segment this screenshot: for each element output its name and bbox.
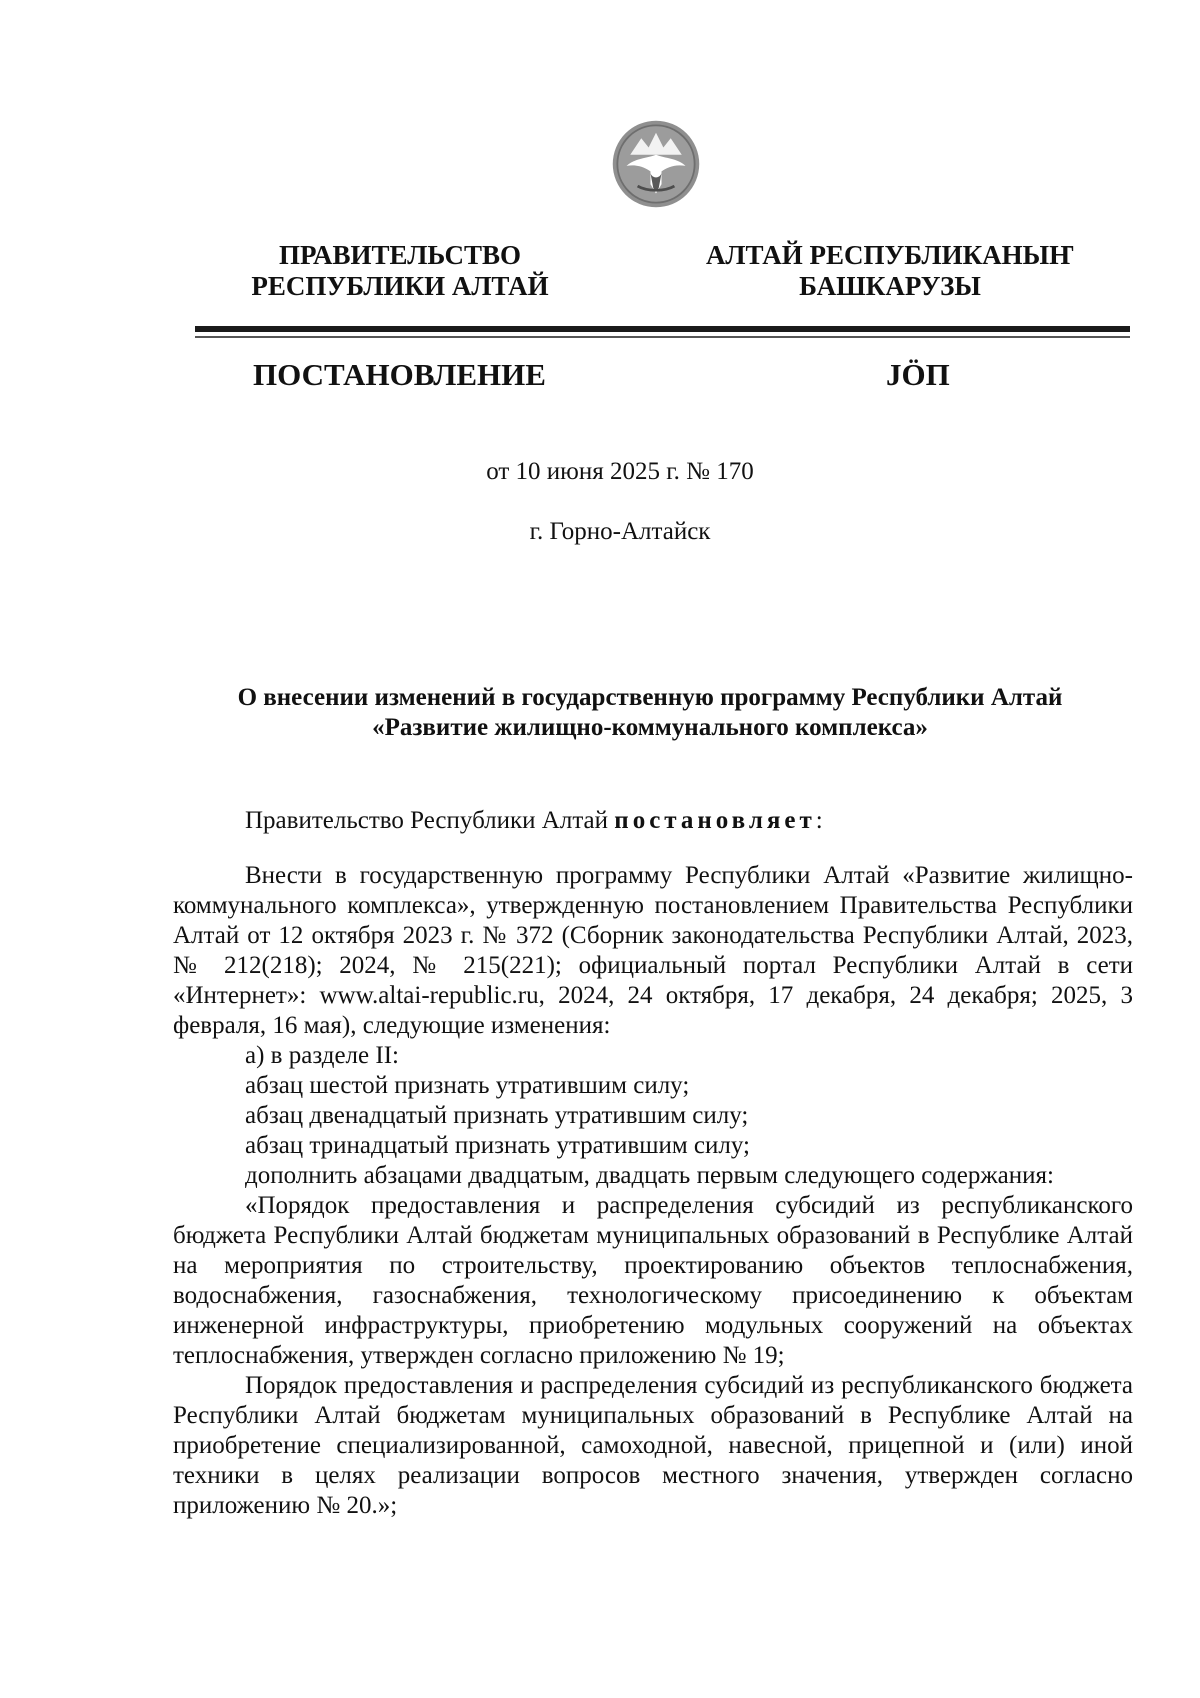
title-line1: О внесении изменений в государственную программу Республики Алтай [237, 684, 1063, 711]
paragraph-par-12: абзац двенадцатый признать утратившим силу; [245, 1102, 749, 1129]
header-divider-thin [195, 336, 1130, 338]
preamble-text: Правительство Республики Алтай [245, 807, 615, 834]
paragraph-par-13: абзац тринадцатый признать утратившим силу; [245, 1132, 750, 1159]
header-right [700, 240, 1080, 302]
paragraph-quote-2: Порядок предоставления и распределения субсидий из республиканского бюджета Республики Алтай бюджетам муниципальных образований в Республике Алтай на приобретение специализированной, самоходной, навесной, прицепной и (или) иной техники в целях реализации вопросов местного значения, утвержден согласно приложению № 20.»; [173, 1372, 1133, 1519]
coat-of-arms-emblem [610, 118, 702, 210]
preamble-colon: : [815, 807, 823, 834]
paragraph-add-pars: дополнить абзацами двадцатым, двадцать первым следующего содержания: [245, 1162, 1054, 1189]
coat-of-arms-icon [610, 118, 702, 210]
doc-type-russian: ПОСТАНОВЛЕНИЕ [253, 357, 546, 392]
preamble [173, 806, 1133, 836]
doc-type-altai: JӦП [886, 357, 950, 392]
paragraph-item-a: а) в разделе II: [245, 1042, 399, 1069]
preamble-keyword: постановляет [614, 807, 816, 834]
title-line2: «Развитие жилищно-коммунального комплекса» [372, 714, 928, 741]
date-number: от 10 июня 2025 г. № 170 [486, 458, 754, 485]
header-divider-thick [195, 326, 1130, 332]
header-right-line2: БАШКАРУЗЫ [799, 271, 981, 301]
paragraph-quote-1: «Порядок предоставления и распределения субсидий из республиканского бюджета Республики Алтай бюджетам муниципальных образований в Республике Алтай на мероприятия по строительству, проектированию объектов теплоснабжения, водоснабжения, газоснабжения, технологическому присоединению к объектам инженерной инфраструктуры, приобретению модульных сооружений на объектах теплоснабжения, утвержден согласно приложению № 19; [173, 1192, 1133, 1369]
city: г. Горно-Алтайск [529, 518, 711, 545]
header-left-line2: РЕСПУБЛИКИ АЛТАЙ [251, 271, 549, 301]
document-title [175, 683, 1125, 743]
header-right-line1: АЛТАЙ РЕСПУБЛИКАНЫҤ [705, 240, 1075, 270]
paragraph-par-6: абзац шестой признать утратившим силу; [245, 1072, 690, 1099]
document-body [173, 806, 1133, 1521]
header-left-line1: ПРАВИТЕЛЬСТВО [278, 240, 522, 270]
header-left [240, 240, 560, 302]
paragraph-intro: Внести в государственную программу Республики Алтай «Развитие жилищно-коммунального комплекса», утвержденную постановлением Правительства Республики Алтай от 12 октября 2023 г. № 372 (Сборник законодательства Республики Алтай, 2023, № 212(218); 2024, № 215(221); официальный портал Республики Алтай в сети «Интернет»: www.altai-republic.ru, 2024, 24 октября, 17 декабря, 24 декабря; 2025, 3 февраля, 16 мая), следующие изменения: [173, 862, 1133, 1039]
